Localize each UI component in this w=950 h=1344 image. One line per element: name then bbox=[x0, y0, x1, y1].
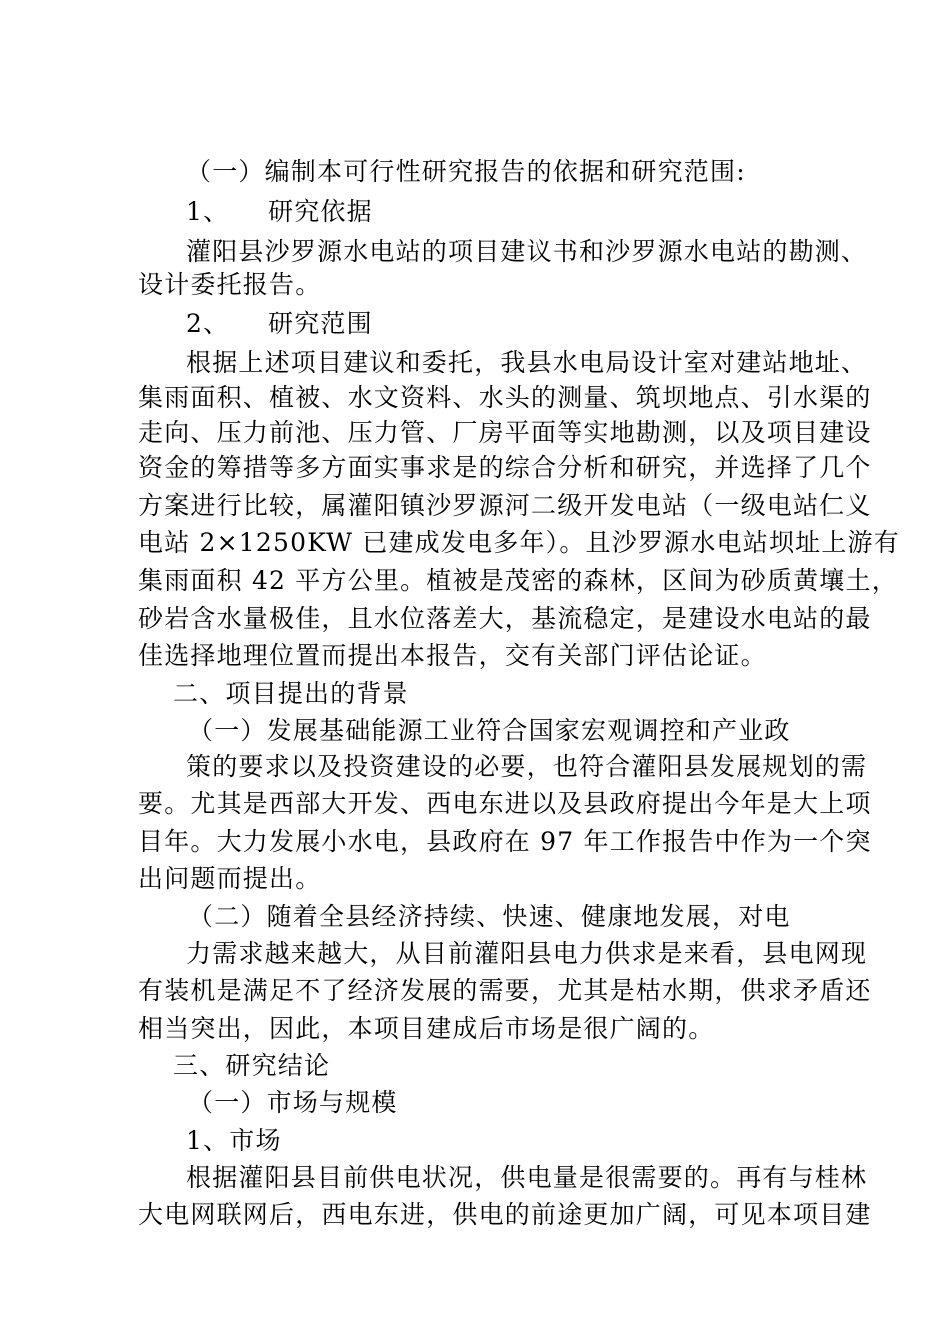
paragraph-line: 佳选择地理位置而提出本报告，交有关部门评估论证。 bbox=[138, 641, 767, 670]
paragraph-line: 目年。大力发展小水电，县政府在 97 年工作报告中作为一个突 bbox=[138, 827, 872, 856]
section-heading-background: 二、项目提出的背景 bbox=[173, 679, 409, 708]
paragraph-line: 电站 2×1250KW 已建成发电多年）。且沙罗源水电站坝址上游有 bbox=[138, 528, 900, 557]
paragraph-line: 资金的筹措等多方面实事求是的综合分析和研究，并选择了几个 bbox=[138, 453, 872, 482]
subsection-heading-energy-policy: （一）发展基础能源工业符合国家宏观调控和产业政 bbox=[188, 716, 791, 745]
item-heading-research-scope bbox=[186, 309, 373, 343]
paragraph-line: 砂岩含水量极佳，且水位落差大，基流稳定，是建设水电站的最 bbox=[138, 604, 872, 633]
item-title: 研究范围 bbox=[268, 309, 373, 338]
paragraph-line: 根据灌阳县目前供电状况，供电量是很需要的。再有与桂林 bbox=[186, 1163, 868, 1192]
paragraph-line: 集雨面积 42 平方公里。植被是茂密的森林，区间为砂质黄壤土， bbox=[138, 566, 898, 595]
subsection-heading-power-demand: （二）随着全县经济持续、快速、健康地发展，对电 bbox=[188, 902, 791, 931]
paragraph-line: 出问题而提出。 bbox=[138, 864, 322, 893]
subsection-heading-market-scale: （一）市场与规模 bbox=[188, 1088, 398, 1117]
subsection-heading-basis-scope: （一）编制本可行性研究报告的依据和研究范围: bbox=[186, 157, 746, 186]
section-heading-conclusion: 三、研究结论 bbox=[173, 1051, 331, 1080]
paragraph-line: 大电网联网后，西电东进，供电的前途更加广阔，可见本项目建 bbox=[138, 1200, 872, 1229]
paragraph-line: 力需求越来越大，从目前灌阳县电力供求是来看，县电网现 bbox=[186, 939, 868, 968]
paragraph-line: 策的要求以及投资建设的必要，也符合灌阳县发展规划的需 bbox=[186, 752, 868, 781]
paragraph-line: 方案进行比较，属灌阳镇沙罗源河二级开发电站（一级电站仁义 bbox=[138, 491, 872, 520]
item-heading-research-basis bbox=[186, 197, 373, 231]
paragraph-line: 根据上述项目建议和委托，我县水电局设计室对建站地址、 bbox=[186, 348, 868, 377]
paragraph-line: 走向、压力前池、压力管、厂房平面等实地勘测，以及项目建设 bbox=[138, 418, 872, 447]
item-number: 1、 bbox=[186, 197, 230, 226]
paragraph-line: 集雨面积、植被、水文资料、水头的测量、筑坝地点、引水渠的 bbox=[138, 383, 872, 412]
item-title: 研究依据 bbox=[268, 197, 373, 226]
paragraph-line: 要。尤其是西部大开发、西电东进以及县政府提出今年是大上项 bbox=[138, 789, 872, 818]
paragraph-line: 有装机是满足不了经济发展的需要，尤其是枯水期，供求矛盾还 bbox=[138, 976, 872, 1005]
paragraph-line: 灌阳县沙罗源水电站的项目建议书和沙罗源水电站的勘测、 bbox=[186, 237, 868, 266]
paragraph-line: 相当突出，因此，本项目建成后市场是很广阔的。 bbox=[138, 1014, 715, 1043]
item-heading-market: 1、市场 bbox=[186, 1126, 282, 1155]
paragraph-line: 设计委托报告。 bbox=[138, 270, 322, 299]
item-number: 2、 bbox=[186, 309, 230, 338]
